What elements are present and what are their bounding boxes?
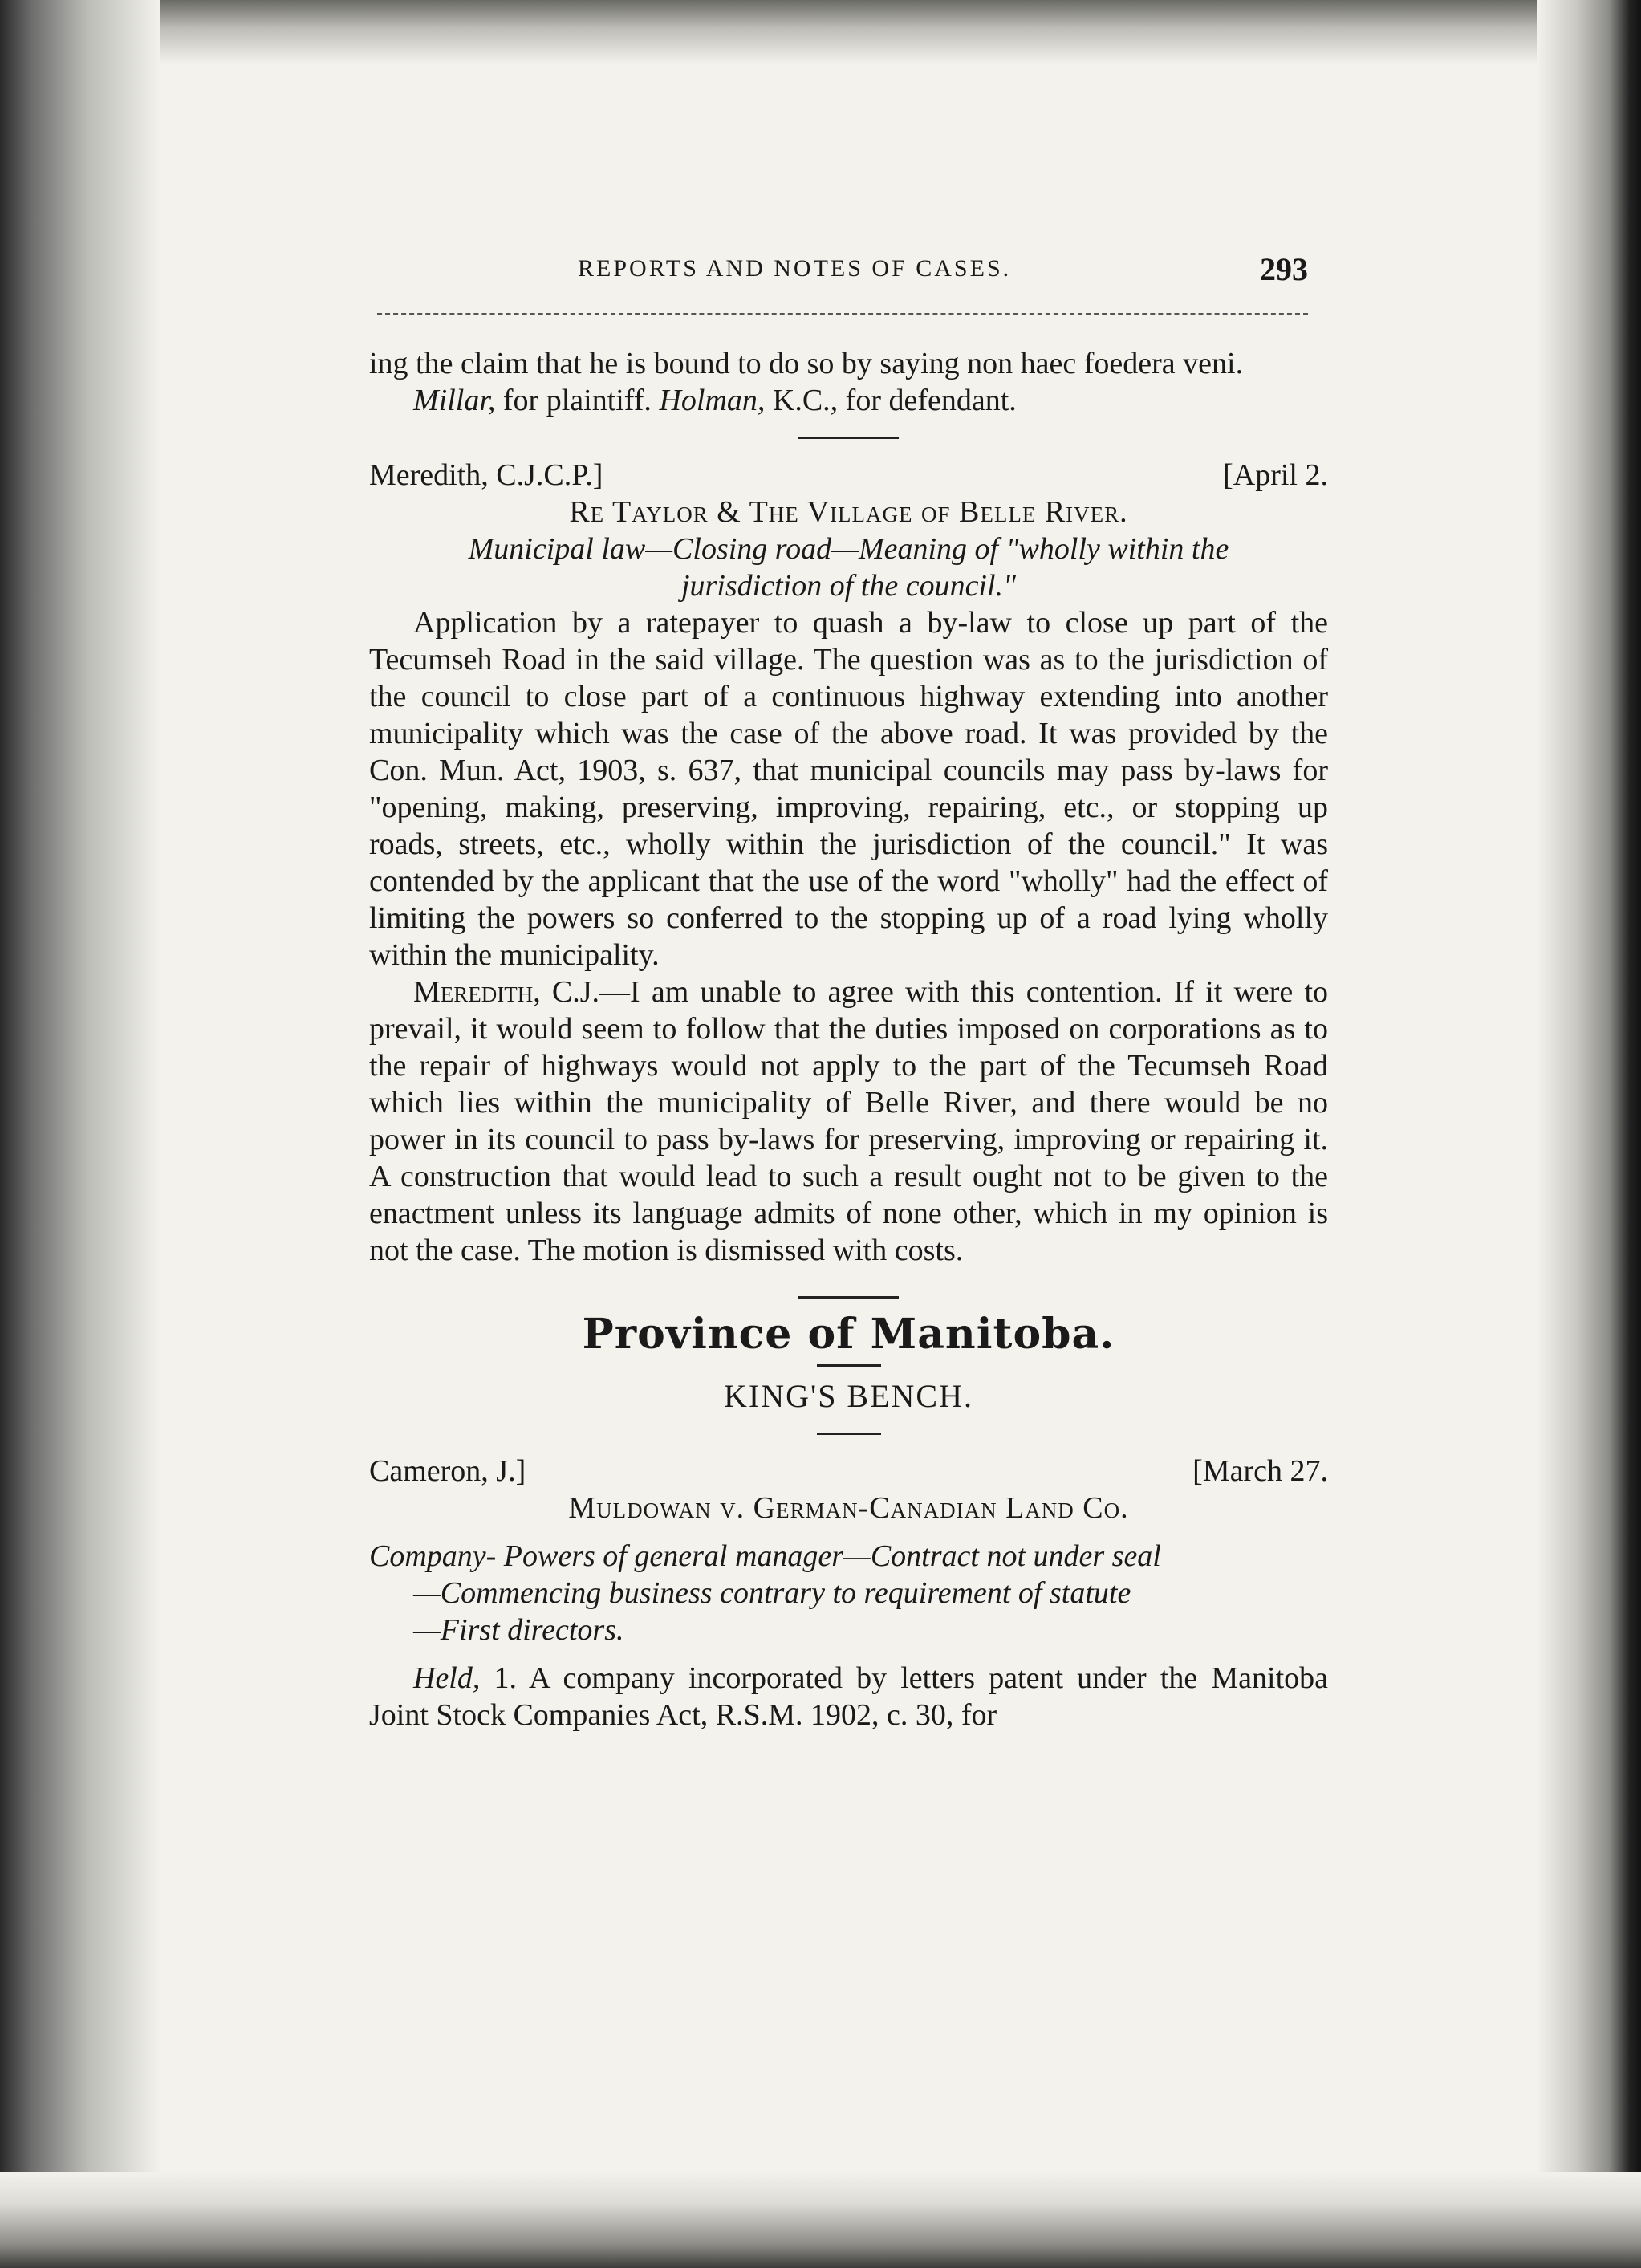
case2-headnote bbox=[369, 1538, 1328, 1648]
case1-judge-date-line bbox=[369, 457, 1328, 494]
case1-title: Re Taylor & The Village of Belle River. bbox=[569, 495, 1128, 529]
case1-headnote-line1: Municipal law—Closing road—Meaning of "wholly within the bbox=[468, 532, 1229, 566]
case2-judge-date-line bbox=[369, 1453, 1328, 1490]
province-heading: Province of Manitoba. bbox=[582, 1310, 1115, 1359]
case1-headnote-line2: jurisdiction of the council." bbox=[680, 569, 1017, 603]
case1-judgment-name: Meredith, bbox=[413, 975, 541, 1009]
case2-held-text: 1. A company incorporated by letters patent under the Manitoba Joint Stock Companies Act, R.S.M. 1902, c. 30, for bbox=[369, 1661, 1329, 1732]
court-heading: KING'S BENCH. bbox=[724, 1378, 973, 1414]
counsel-line bbox=[369, 382, 1328, 419]
section-divider bbox=[817, 1433, 881, 1435]
case2-title: Muldowan v. German-Canadian Land Co. bbox=[568, 1491, 1129, 1525]
header-rule bbox=[377, 313, 1308, 315]
page-number: 293 bbox=[1260, 251, 1308, 287]
section-divider bbox=[817, 1364, 881, 1367]
case2-headnote-line3: —First directors. bbox=[413, 1613, 624, 1647]
case2-headnote-line1: Company- Powers of general manager—Contract not under seal bbox=[369, 1539, 1161, 1573]
case1-date: [April 2. bbox=[1223, 458, 1328, 492]
case2-held bbox=[369, 1660, 1328, 1734]
section-divider bbox=[798, 1296, 899, 1299]
case1-paragraph1: Application by a ratepayer to quash a by-law to close up part of the Tecumseh Road in the said village. The question was as to the jurisdiction of the council to close part of a continuous highway extending into another municipality which was the case of the above road. It was provided by the Con. Mun. Act, 1903, s. 637, that municipal councils may pass by-laws for "opening, making, preserving, improving, repairing, etc., or stopping up roads, streets, etc., wholly within the jurisdiction of the council." It was contended by the applicant that the use of the word "wholly" had the effect of limiting the powers so conferred to the stopping up of a road lying wholly within the municipality. bbox=[369, 606, 1328, 972]
running-title: REPORTS AND NOTES OF CASES. bbox=[578, 255, 1012, 282]
case1-headnote bbox=[369, 530, 1328, 604]
case1-judgment-text: C.J.—I am unable to agree with this contention. If it were to prevail, it would seem to follow that the duties imposed on corporations as to the repair of highways would not apply to the part of the Tecumseh Road which lies within the municipality of Belle River, and there would be no power in its council to pass by-laws for preserving, improving or repairing it. A construction that would lead to such a result ought not to be given to the enactment unless its language admits of none other, which in my opinion is not the case. The motion is dismissed with costs. bbox=[369, 975, 1329, 1267]
counsel-defendant-name: Holman, bbox=[659, 384, 766, 417]
case2-date: [March 27. bbox=[1192, 1454, 1328, 1488]
counsel-plaintiff-role: for plaintiff. bbox=[502, 384, 652, 417]
counsel-plaintiff-name: Millar, bbox=[413, 384, 496, 417]
counsel-defendant-role: K.C., for defendant. bbox=[772, 384, 1017, 417]
continued-paragraph: ing the claim that he is bound to do so by saying non haec foedera veni. bbox=[369, 347, 1244, 380]
case2-held-label: Held, bbox=[413, 1661, 481, 1695]
case1-judge: Meredith, C.J.C.P.] bbox=[369, 458, 603, 492]
case1-judgment bbox=[369, 973, 1328, 1269]
section-divider bbox=[798, 437, 899, 439]
case2-headnote-line2: —Commencing business contrary to requirement of statute bbox=[413, 1576, 1131, 1610]
body-column bbox=[369, 345, 1328, 1734]
case2-judge: Cameron, J.] bbox=[369, 1454, 526, 1488]
